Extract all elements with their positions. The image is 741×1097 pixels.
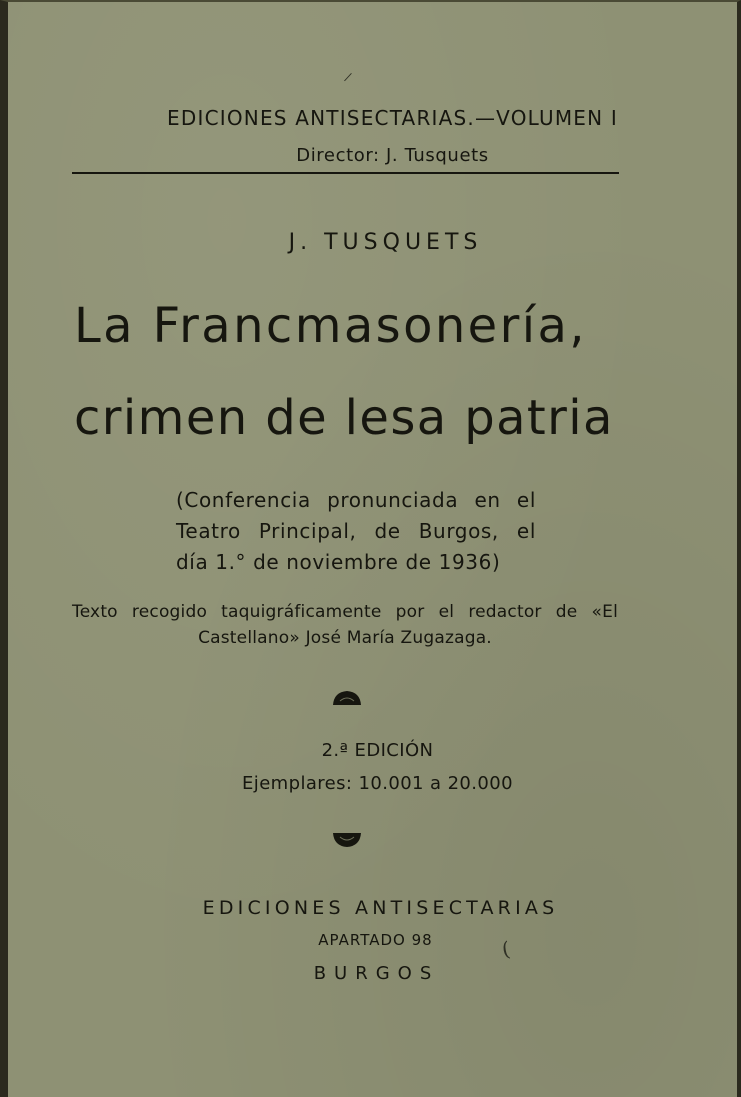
- series-title: EDICIONES ANTISECTARIAS.—VOLUMEN I: [167, 106, 618, 130]
- transcription-line-2: Castellano» José María Zugazaga.: [198, 628, 492, 648]
- transcription-note: [72, 599, 618, 651]
- conference-line-2: Teatro Principal, de Burgos, el: [176, 519, 536, 543]
- header-divider: [72, 172, 619, 174]
- book-title-line-2: crimen de lesa patria: [74, 390, 614, 446]
- book-title-line-1: La Francmasonería,: [74, 298, 587, 354]
- copies-range: Ejemplares: 10.001 a 20.000: [242, 773, 513, 794]
- director-line: Director: J. Tusquets: [296, 145, 489, 166]
- author-name: J. TUSQUETS: [288, 230, 483, 255]
- dome-ornament-icon: [332, 690, 362, 706]
- conference-line-3: día 1.° de noviembre de 1936): [176, 550, 501, 574]
- publisher-address: APARTADO 98: [318, 931, 433, 949]
- publisher-name: EDICIONES ANTISECTARIAS: [202, 897, 559, 919]
- transcription-line-1: Texto recogido taquigráficamente por el redactor de «El: [72, 602, 618, 622]
- bowl-ornament-icon: [332, 832, 362, 848]
- edition-label: 2.ª EDICIÓN: [321, 740, 434, 761]
- conference-note: [176, 485, 536, 578]
- tick-mark-icon: /: [343, 69, 353, 85]
- publisher-city: BURGOS: [313, 963, 440, 984]
- pencil-mark-icon: (: [499, 936, 512, 962]
- conference-line-1: (Conferencia pronunciada en el: [176, 488, 536, 512]
